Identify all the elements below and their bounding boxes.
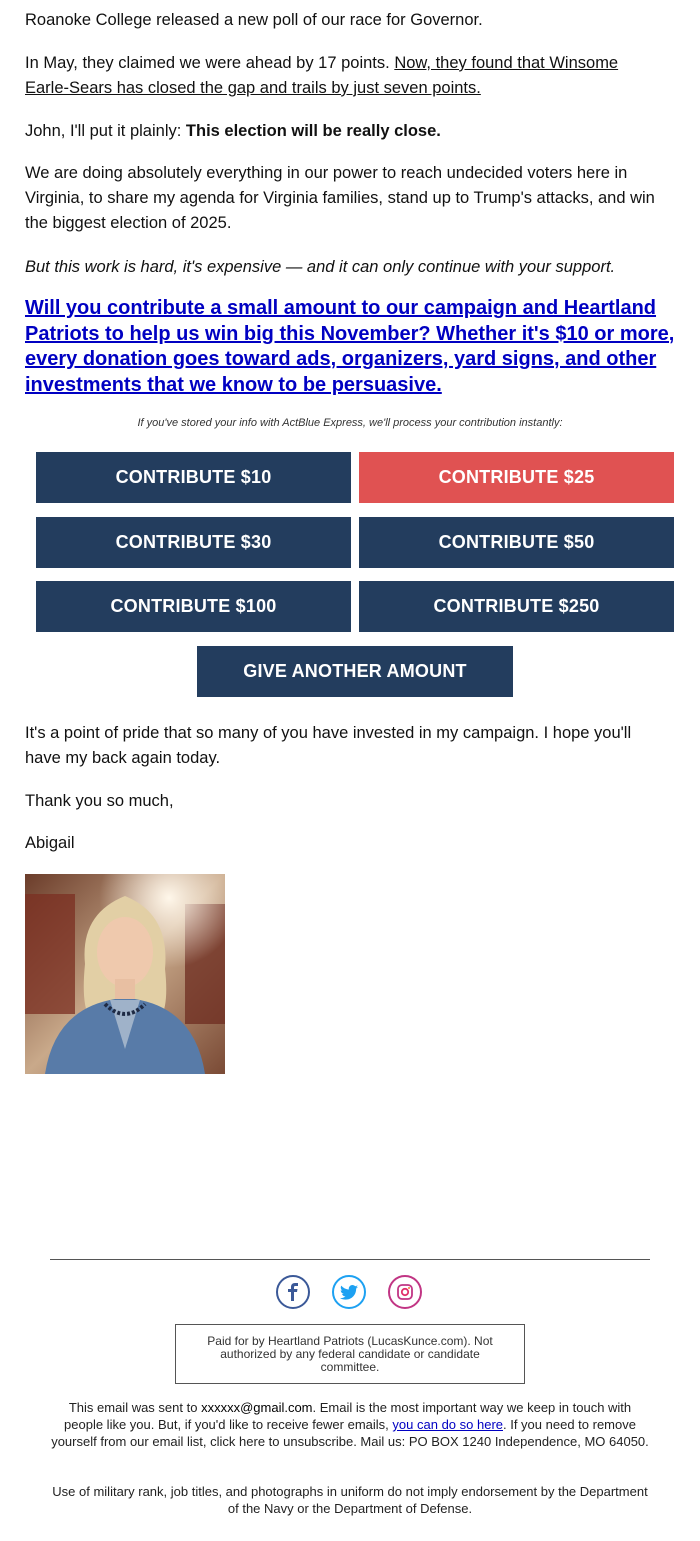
paid-for-disclaimer: Paid for by Heartland Patriots (LucasKunce.com). Not authorized by any federal candidate or candidate committee. (175, 1324, 525, 1384)
actblue-note: If you've stored your info with ActBlue Express, we'll process your contribution instantly: (137, 417, 563, 429)
close-election-text: This election will be really close. (185, 122, 441, 140)
effort-paragraph: We are doing absolutely everything in our power to reach undecided voters here in Virginia, to share my agenda for Virginia families, stand up to Trump's attacks, and win the biggest election of 2025. (25, 164, 655, 232)
plainly-text: John, I'll put it plainly: (25, 122, 182, 140)
signature-text: Abigail (25, 834, 75, 852)
poll-paragraph (25, 51, 665, 101)
contribute-25-button[interactable]: CONTRIBUTE $25 (359, 452, 674, 503)
twitter-icon[interactable] (332, 1275, 366, 1309)
contribute-100-button[interactable]: CONTRIBUTE $100 (36, 581, 351, 632)
support-paragraph: But this work is hard, it's expensive — and it can only continue with your support. (25, 258, 616, 276)
footer-divider (50, 1259, 650, 1260)
footer-email-notice (50, 1399, 650, 1450)
contribute-50-button[interactable]: CONTRIBUTE $50 (359, 517, 674, 568)
poll-underlined-text: Now, they found that Winsome Earle-Sears has closed the gap and trails by just seven points. (25, 54, 619, 97)
recipient-email: xxxxxx@gmail.com (201, 1400, 313, 1415)
thanks-text: Thank you so much, (25, 792, 174, 810)
give-another-amount-button[interactable]: GIVE ANOTHER AMOUNT (197, 646, 513, 697)
intro-paragraph: Roanoke College released a new poll of our race for Governor. (25, 11, 483, 29)
fewer-emails-link[interactable]: you can do so here (392, 1417, 503, 1432)
contribute-250-button[interactable]: CONTRIBUTE $250 (359, 581, 674, 632)
sent-middle: . Email is the most important way we keep in touch with people like you. But, if you'd like to receive fewer emails, (64, 1400, 632, 1432)
facebook-icon[interactable] (276, 1275, 310, 1309)
candidate-photo (25, 874, 225, 1074)
military-disclaimer: Use of military rank, job titles, and photographs in uniform do not imply endorsement by the Department of the Navy or the Department of Defense. (52, 1484, 648, 1516)
instagram-icon[interactable] (388, 1275, 422, 1309)
sent-prefix: This email was sent to (68, 1400, 198, 1415)
poll-text: In May, they claimed we were ahead by 17 points. (25, 54, 390, 72)
contribute-10-button[interactable]: CONTRIBUTE $10 (36, 452, 351, 503)
contribute-headline-link[interactable]: Will you contribute a small amount to our campaign and Heartland Patriots to help us win big this November? Whether it's $10 or more, every donation goes toward ads, organizers, yard signs, and other investments that we know to be persuasive. (25, 297, 675, 396)
contribute-30-button[interactable]: CONTRIBUTE $30 (36, 517, 351, 568)
plainly-paragraph (25, 119, 441, 144)
sent-suffix: . If you need to remove yourself from our email list, click here to unsubscribe. Mail us: PO BOX 1240 Independence, MO 64050. (51, 1417, 649, 1449)
pride-paragraph: It's a point of pride that so many of you have invested in my campaign. I hope you'll have my back again today. (25, 724, 632, 767)
